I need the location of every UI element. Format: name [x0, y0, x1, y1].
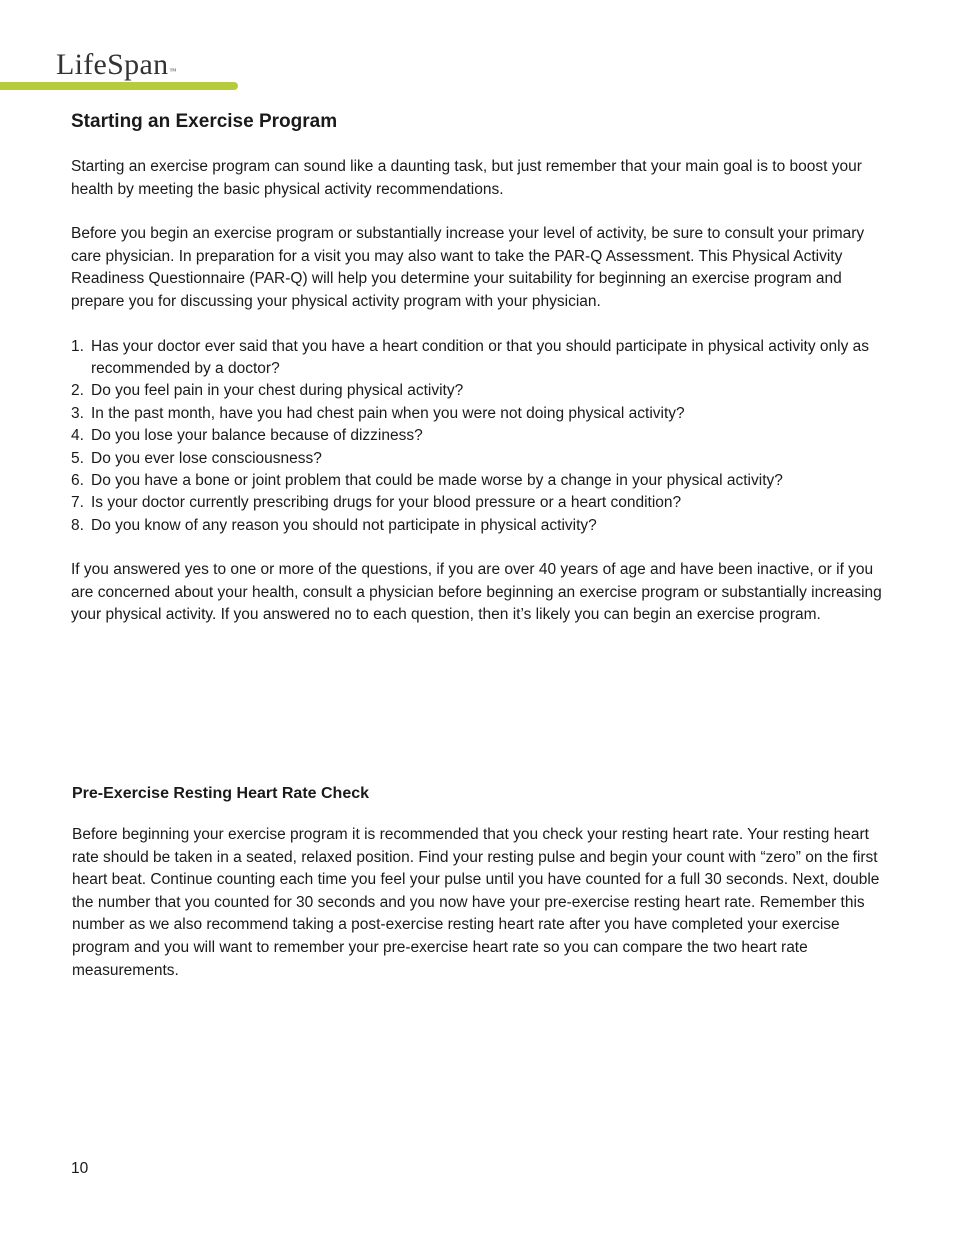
- list-item-text: Do you have a bone or joint problem that could be made worse by a change in your physical activity?: [91, 472, 783, 489]
- list-item: [71, 448, 891, 470]
- list-item: [71, 380, 891, 402]
- page-number: 10: [71, 1160, 89, 1177]
- brand-name: LifeSpan: [56, 48, 169, 81]
- brand-accent-bar: [0, 82, 238, 90]
- list-item: [71, 403, 891, 425]
- list-item-text: Do you feel pain in your chest during physical activity?: [91, 382, 464, 400]
- list-item-text: Has your doctor ever said that you have a heart condition or that you should participate in physical activity only as recommended by a doctor?: [91, 337, 870, 377]
- section-title: Starting an Exercise Program: [71, 111, 338, 132]
- list-item-number: 8.: [71, 516, 84, 534]
- parq-question-list: [71, 336, 891, 538]
- list-item: [71, 470, 891, 492]
- list-item: [71, 425, 891, 447]
- list-item-text: Do you know of any reason you should not participate in physical activity?: [91, 516, 597, 534]
- list-item-number: 5.: [71, 449, 84, 467]
- list-item-number: 1.: [71, 337, 84, 355]
- consult-paragraph: Before you begin an exercise program or substantially increase your level of activity, be sure to consult your primary care physician. In preparation for a visit you may also want to take the PAR-Q Assessment. This Physical Activity Readiness Questionnaire (PAR-Q) will help you determine your suitability for beginning an exercise program and prepare you for discussing your physical activity program with your physician.: [71, 225, 865, 310]
- list-item-text: In the past month, have you had chest pain when you were not doing physical activity?: [91, 404, 685, 422]
- brand-trademark: ™: [169, 67, 177, 75]
- brand-logo: [56, 48, 177, 82]
- list-item-text: Do you lose your balance because of dizziness?: [91, 427, 423, 445]
- intro-paragraph: Starting an exercise program can sound like a daunting task, but just remember that your main goal is to boost your health by meeting the basic physical activity recommendations.: [71, 158, 862, 198]
- list-item-number: 3.: [71, 404, 84, 422]
- section-title: Pre-Exercise Resting Heart Rate Check: [72, 785, 370, 802]
- section-starting-exercise: [71, 110, 891, 627]
- list-item-number: 4.: [71, 427, 84, 445]
- list-item-number: 7.: [71, 494, 84, 512]
- list-item: [71, 492, 891, 514]
- list-item-number: 6.: [71, 472, 84, 489]
- list-item-text: Is your doctor currently prescribing drugs for your blood pressure or a heart condition?: [91, 494, 682, 512]
- section-resting-heart-rate: [72, 784, 892, 982]
- list-item: [71, 515, 891, 537]
- conclusion-paragraph: If you answered yes to one or more of the questions, if you are over 40 years of age and have been inactive, or if you are concerned about your health, consult a physician before beginning an exercise program or substantially increasing your physical activity. If you answered no to each question, then it’s likely you can begin an exercise program.: [71, 561, 882, 624]
- list-item-text: Do you ever lose consciousness?: [91, 449, 322, 467]
- list-item: [71, 336, 891, 381]
- heart-rate-paragraph: Before beginning your exercise program it is recommended that you check your resting heart rate. Your resting heart rate should be taken in a seated, relaxed position. Find your resting pulse and begin your count with “zero” on the first heart beat. Continue counting each time you feel your pulse until you have counted for a full 30 seconds. Next, double the number that you counted for 30 seconds and you now have your pre-exercise resting heart rate. Remember this number as we also recommend taking a post-exercise resting heart rate after you have completed your exercise program and you will want to remember your pre-exercise heart rate so you can compare the two heart rate measurements.: [72, 826, 880, 979]
- list-item-number: 2.: [71, 382, 84, 400]
